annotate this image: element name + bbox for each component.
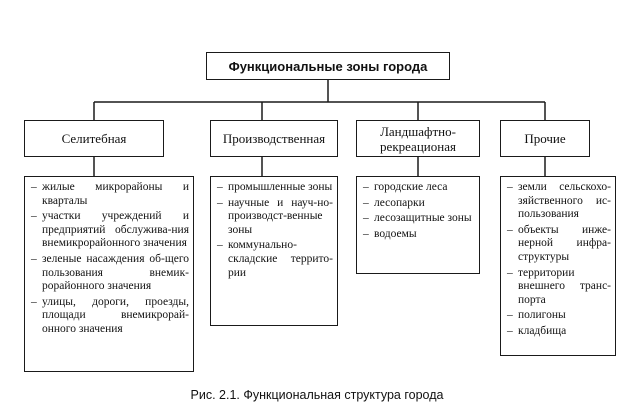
category-label: Ландшафтно-рекреационая bbox=[380, 123, 456, 154]
list-item: – городские леса bbox=[363, 181, 475, 195]
items-box-selitebnaya bbox=[24, 176, 194, 372]
list-item: – зеленые насаждения об-щего пользования внемик-рорайонного значения bbox=[31, 253, 189, 294]
list-item: – лесозащитные зоны bbox=[363, 212, 475, 226]
category-label: Селитебная bbox=[61, 131, 127, 146]
list-item: – земли сельскохо-зяйственного ис-пользования bbox=[507, 181, 611, 222]
list-item: – коммунально-складские террито-рии bbox=[217, 239, 333, 280]
category-box-landshaftno bbox=[356, 120, 480, 157]
list-item: – жилые микрорайоны и кварталы bbox=[31, 181, 189, 208]
category-box-prochie bbox=[500, 120, 590, 157]
list-item: – лесопарки bbox=[363, 197, 475, 211]
list-item: – научные и науч-но-производст-венные зоны bbox=[217, 197, 333, 238]
list-item: – полигоны bbox=[507, 309, 611, 323]
items-list-prochie bbox=[507, 181, 611, 339]
category-box-selitebnaya bbox=[24, 120, 164, 157]
items-box-prochie bbox=[500, 176, 616, 356]
list-item: – улицы, дороги, проезды, площади внемикрорай-онного значения bbox=[31, 296, 189, 337]
category-label: Прочие bbox=[524, 131, 566, 146]
items-list-proizvodstvennaya bbox=[217, 181, 333, 280]
category-box-proizvodstvennaya bbox=[210, 120, 338, 157]
diagram-title: Функциональные зоны города bbox=[228, 58, 428, 74]
list-item: – участки учреждений и предприятий обслужива-ния внемикрорайонного значения bbox=[31, 210, 189, 251]
category-label: Производственная bbox=[222, 131, 326, 146]
diagram-title-box bbox=[206, 52, 450, 80]
items-box-proizvodstvennaya bbox=[210, 176, 338, 326]
items-box-landshaftno bbox=[356, 176, 480, 274]
list-item: – территории внешнего транс-порта bbox=[507, 267, 611, 308]
items-list-selitebnaya bbox=[31, 181, 189, 337]
items-list-landshaftno bbox=[363, 181, 475, 241]
figure-caption: Рис. 2.1. Функциональная структура города bbox=[190, 388, 444, 402]
list-item: – объекты инже-нерной инфра-структуры bbox=[507, 224, 611, 265]
list-item: – водоемы bbox=[363, 228, 475, 242]
list-item: – кладбища bbox=[507, 325, 611, 339]
list-item: – промышленные зоны bbox=[217, 181, 333, 195]
